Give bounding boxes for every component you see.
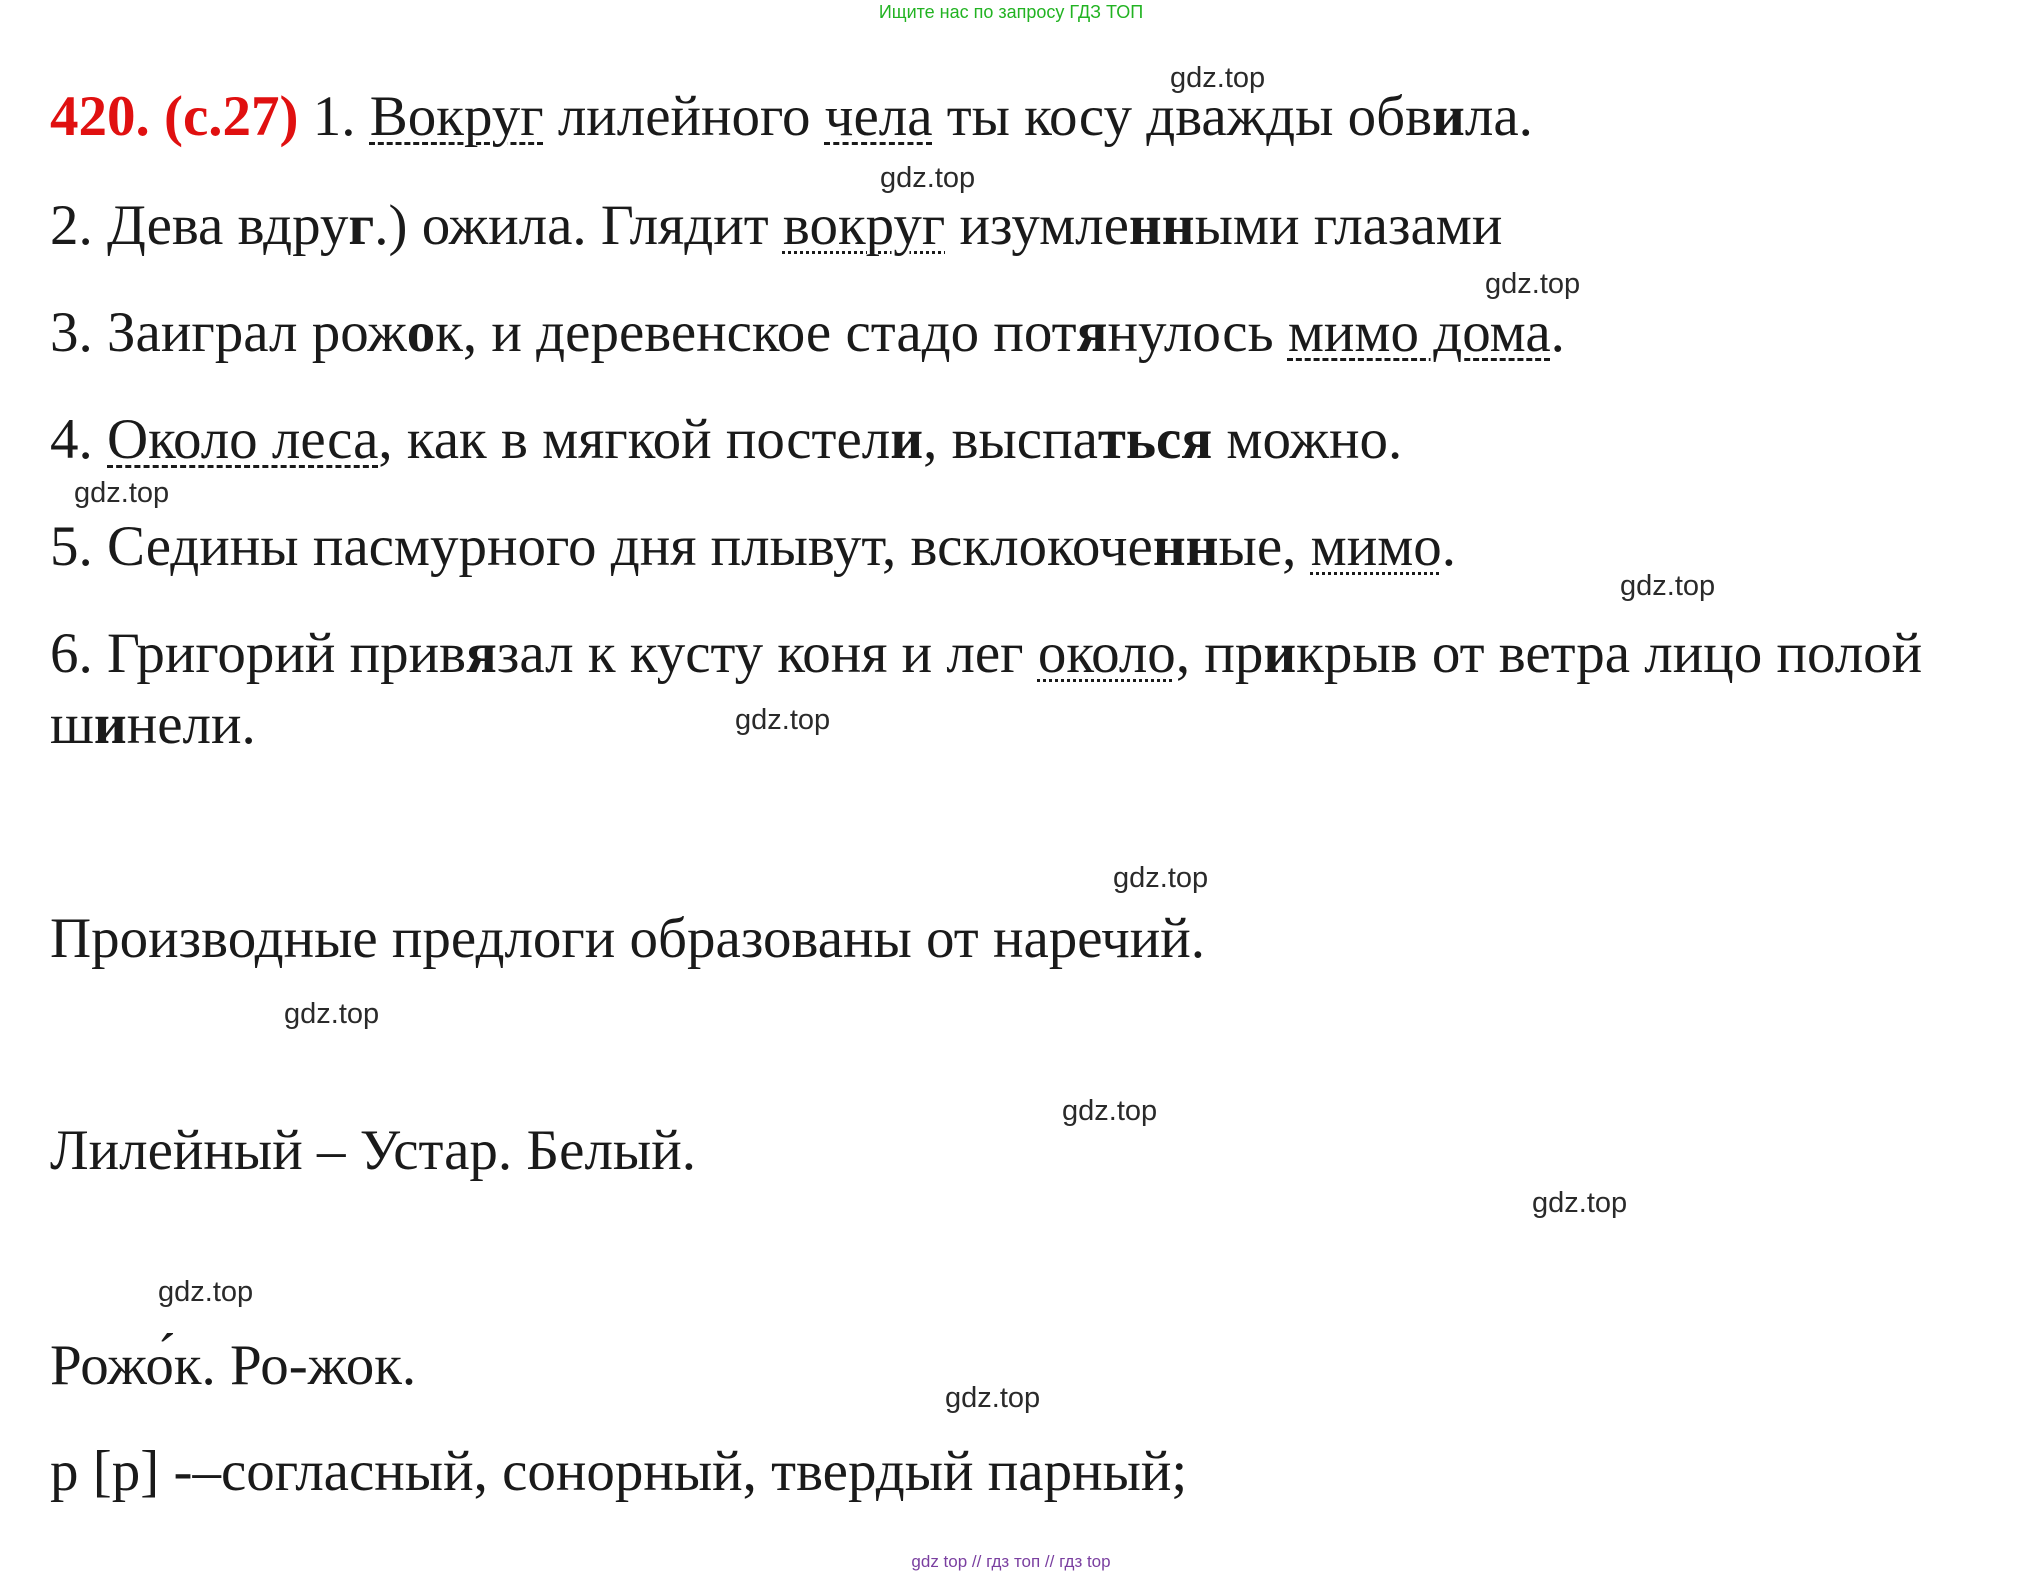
phrase-mimo-doma: мимо дома — [1287, 301, 1551, 364]
sentence-4: 4. Около леса, как в мягкой постели, выспаться можно. — [50, 408, 1403, 471]
sentence-3: 3. Заиграл рожок, и деревенское стадо потянулось мимо дома. — [50, 301, 1565, 364]
watermark: gdz.top — [158, 1276, 254, 1308]
word-vokrug: Вокруг — [369, 85, 544, 148]
task-number: 420. (с.27) — [50, 85, 299, 148]
watermark: gdz.top — [1062, 1095, 1158, 1127]
watermark: gdz.top — [1170, 62, 1266, 94]
watermark: gdz.top — [74, 477, 170, 509]
sentence-2: 2. Дева вдруг.) ожила. Глядит вокруг изумленными глазами — [50, 194, 1503, 257]
watermark: gdz.top — [1532, 1187, 1628, 1219]
top-banner: Ищите нас по запросу ГДЗ ТОП — [878, 2, 1144, 22]
watermark: gdz.top — [735, 704, 831, 736]
sentence-6-continued: шинели. — [50, 693, 256, 756]
word-chela: чела — [824, 85, 933, 148]
sentence-6: 6. Григорий привязал к кусту коня и лег около, прикрыв от ветра лицо полой — [50, 622, 1923, 685]
footer-links: gdz top // гдз топ // гдз top — [911, 1552, 1111, 1571]
watermark: gdz.top — [1113, 862, 1209, 894]
note-syllables: Рожо́к. Ро-жок. — [50, 1334, 417, 1397]
word-mimo: мимо — [1310, 515, 1442, 578]
note-prepositions: Производные предлоги образованы от наречий. — [50, 907, 1206, 970]
note-phonetic: р [р] -–согласный, сонорный, твердый парный; — [50, 1440, 1188, 1503]
sentence-1: 420. (с.27) 1. Вокруг лилейного чела ты косу дважды обвила. — [50, 85, 1533, 148]
sentence-5: 5. Седины пасмурного дня плывут, всклокоченные, мимо. — [50, 515, 1457, 578]
word-vokrug-2: вокруг — [782, 194, 946, 257]
watermark: gdz.top — [1485, 268, 1581, 300]
watermark: gdz.top — [945, 1382, 1041, 1414]
watermark: gdz.top — [1620, 570, 1716, 602]
note-definition: Лилейный – Устар. Белый. — [50, 1119, 696, 1182]
watermark: gdz.top — [880, 162, 976, 194]
phrase-okolo-lesa: Около леса — [107, 408, 379, 471]
watermark: gdz.top — [284, 998, 380, 1030]
word-okolo: около — [1037, 622, 1176, 685]
